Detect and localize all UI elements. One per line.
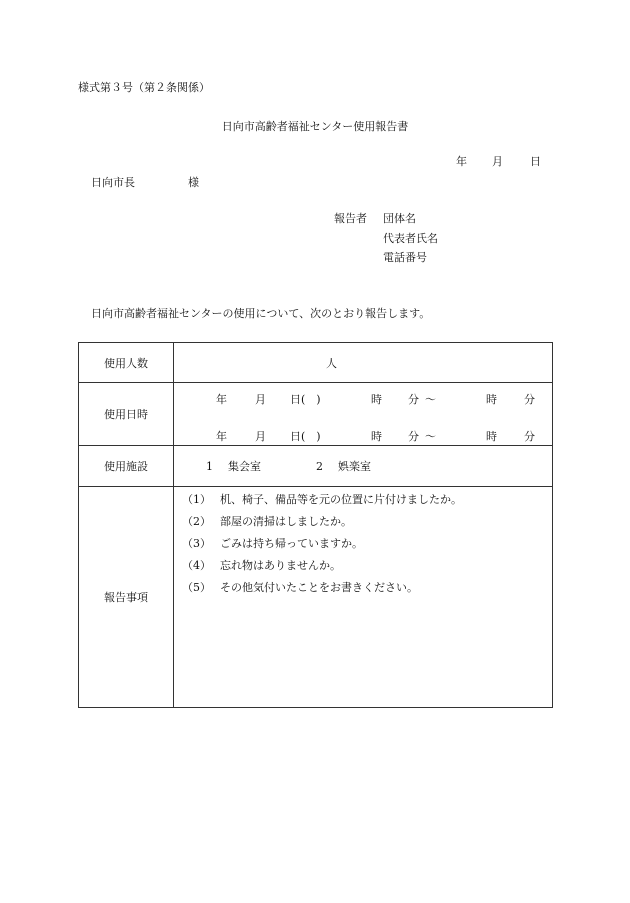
- report-item-text: ごみは持ち帰っていますか。: [220, 537, 363, 550]
- facility-option-2-name[interactable]: 娯楽室: [338, 460, 371, 473]
- datetime-line-1: [174, 391, 552, 406]
- dt1-hour-end: 時: [486, 393, 497, 406]
- addressee-honorific: 様: [188, 176, 199, 189]
- reporter-label: 報告者: [334, 212, 367, 225]
- report-item-list: [182, 491, 462, 601]
- date-year: 年: [456, 155, 467, 168]
- report-item-text: その他気付いたことをお書きください。: [220, 581, 418, 594]
- dt2-minute-end: 分: [524, 430, 535, 443]
- report-item: [182, 535, 462, 557]
- report-item: [182, 513, 462, 535]
- dt2-minute: 分: [408, 430, 419, 443]
- report-item: [182, 557, 462, 579]
- report-item-text: 机、椅子、備品等を元の位置に片付けましたか。: [220, 493, 462, 506]
- dt2-year: 年: [216, 430, 227, 443]
- facility-option-1-name[interactable]: 集会室: [228, 460, 261, 473]
- dt1-hour: 時: [371, 393, 382, 406]
- user-count-unit: 人: [326, 357, 337, 370]
- row-report-items: [79, 487, 553, 708]
- group-name-label: 団体名: [383, 212, 416, 225]
- date-day: 日: [530, 155, 541, 168]
- report-item-number: （4）: [182, 559, 211, 572]
- dt2-tilde: ～: [425, 430, 436, 443]
- label-facility: 使用施設: [79, 446, 174, 487]
- dt1-minute-end: 分: [524, 393, 535, 406]
- report-item-number: （5）: [182, 581, 211, 594]
- dt1-minute: 分: [408, 393, 419, 406]
- row-facility: [79, 446, 553, 487]
- report-item: [182, 491, 462, 513]
- dt1-month: 月: [255, 393, 266, 406]
- facility-option-2-number[interactable]: 2: [316, 460, 323, 473]
- user-count-field[interactable]: [174, 343, 553, 383]
- report-items-field[interactable]: [174, 487, 553, 708]
- page-title: 日向市高齢者福祉センター使用報告書: [221, 120, 409, 133]
- report-item-number: （3）: [182, 537, 211, 550]
- representative-label: 代表者氏名: [383, 232, 438, 245]
- report-item-number: （1）: [182, 493, 211, 506]
- dt1-year: 年: [216, 393, 227, 406]
- dt2-day: 日( ): [290, 430, 321, 443]
- report-item: [182, 579, 462, 601]
- dt2-hour-end: 時: [486, 430, 497, 443]
- report-item-text: 部屋の清掃はしましたか。: [220, 515, 352, 528]
- dt1-tilde: ～: [425, 393, 436, 406]
- intro-text: 日向市高齢者福祉センターの使用について、次のとおり報告します。: [91, 307, 431, 320]
- datetime-line-2: [174, 428, 552, 443]
- date-month: 月: [492, 155, 503, 168]
- facility-option-1-number[interactable]: 1: [206, 460, 213, 473]
- form-number: 様式第３号（第２条関係）: [78, 81, 210, 94]
- usage-datetime-field[interactable]: [174, 383, 553, 446]
- facility-field: [174, 446, 553, 487]
- row-usage-datetime: [79, 383, 553, 446]
- addressee-name: 日向市長: [91, 176, 135, 189]
- row-user-count: [79, 343, 553, 383]
- report-item-text: 忘れ物はありませんか。: [220, 559, 341, 572]
- label-report-items: 報告事項: [79, 487, 174, 708]
- label-usage-datetime: 使用日時: [79, 383, 174, 446]
- report-table: [78, 342, 553, 708]
- phone-label: 電話番号: [383, 251, 427, 264]
- label-user-count: 使用人数: [79, 343, 174, 383]
- report-item-number: （2）: [182, 515, 211, 528]
- dt2-month: 月: [255, 430, 266, 443]
- dt1-day: 日( ): [290, 393, 321, 406]
- dt2-hour: 時: [371, 430, 382, 443]
